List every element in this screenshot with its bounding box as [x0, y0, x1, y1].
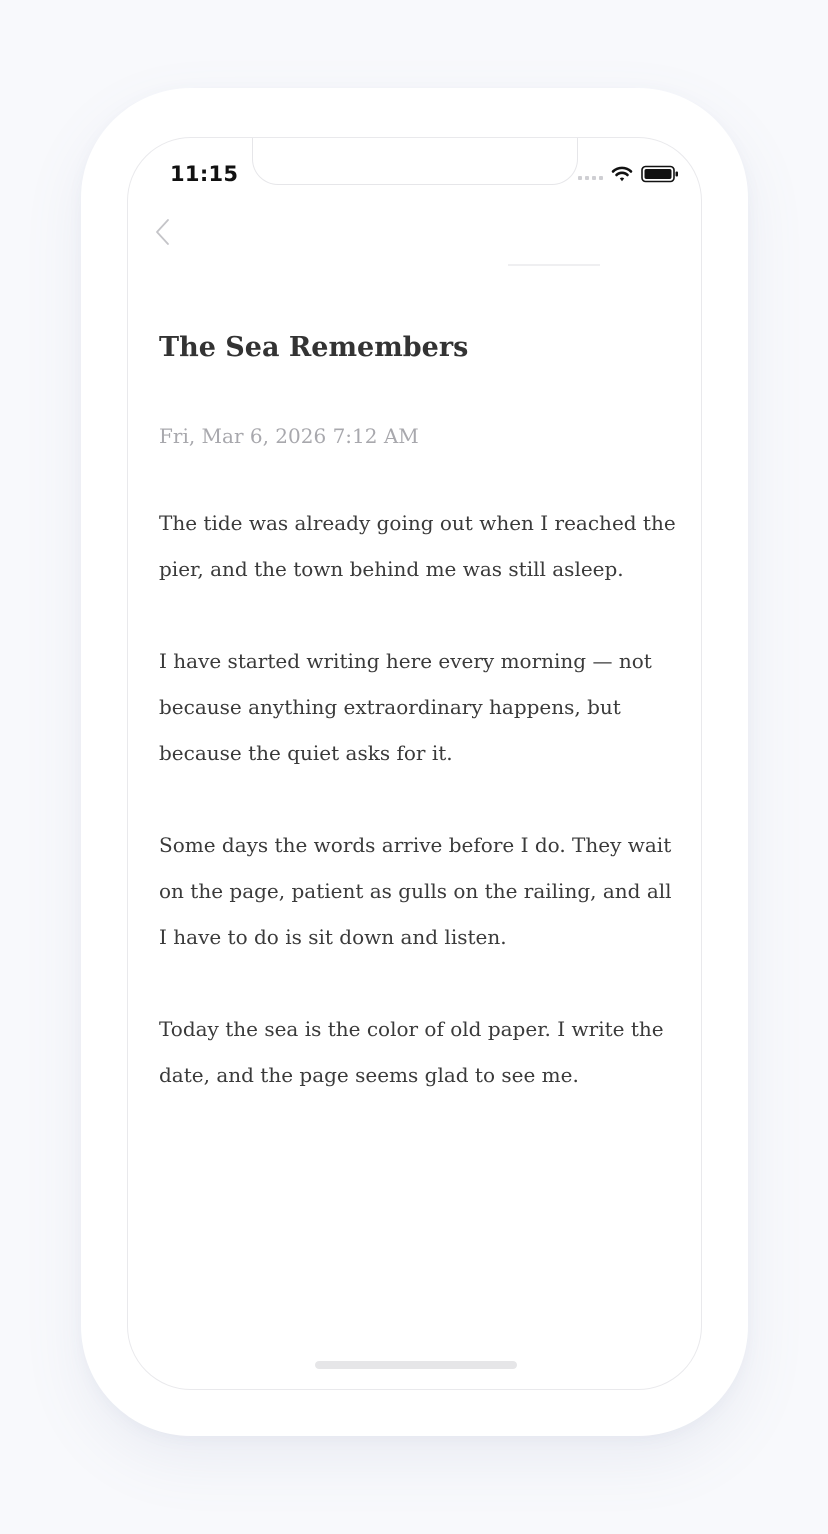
entry-paragraph: I have started writing here every morning — not because anything extraordinary happens, but because the quiet asks for it. — [159, 649, 652, 765]
entry-body[interactable] — [159, 500, 684, 1144]
entry-paragraph: Some days the words arrive before I do. They wait on the page, patient as gulls on the railing, and all I have to do is sit down and listen. — [159, 833, 672, 949]
chevron-left-icon — [152, 216, 174, 248]
header-divider — [508, 264, 600, 266]
status-bar-time: 11:15 — [170, 162, 239, 186]
device-notch — [252, 137, 578, 185]
entry-paragraph: The tide was already going out when I reached the pier, and the town behind me was still asleep. — [159, 511, 676, 581]
entry-title: The Sea Remembers — [159, 332, 469, 363]
battery-icon — [641, 165, 679, 183]
home-indicator[interactable] — [315, 1361, 517, 1369]
wifi-icon — [611, 165, 633, 183]
status-bar-icons — [578, 162, 679, 186]
signal-dots-icon — [578, 176, 603, 180]
back-button[interactable] — [152, 216, 174, 248]
entry-date: Fri, Mar 6, 2026 7:12 AM — [159, 424, 419, 448]
journal-entry-screen — [127, 137, 702, 1390]
entry-paragraph: Today the sea is the color of old paper. I write the date, and the page seems glad to see me. — [159, 1017, 664, 1087]
